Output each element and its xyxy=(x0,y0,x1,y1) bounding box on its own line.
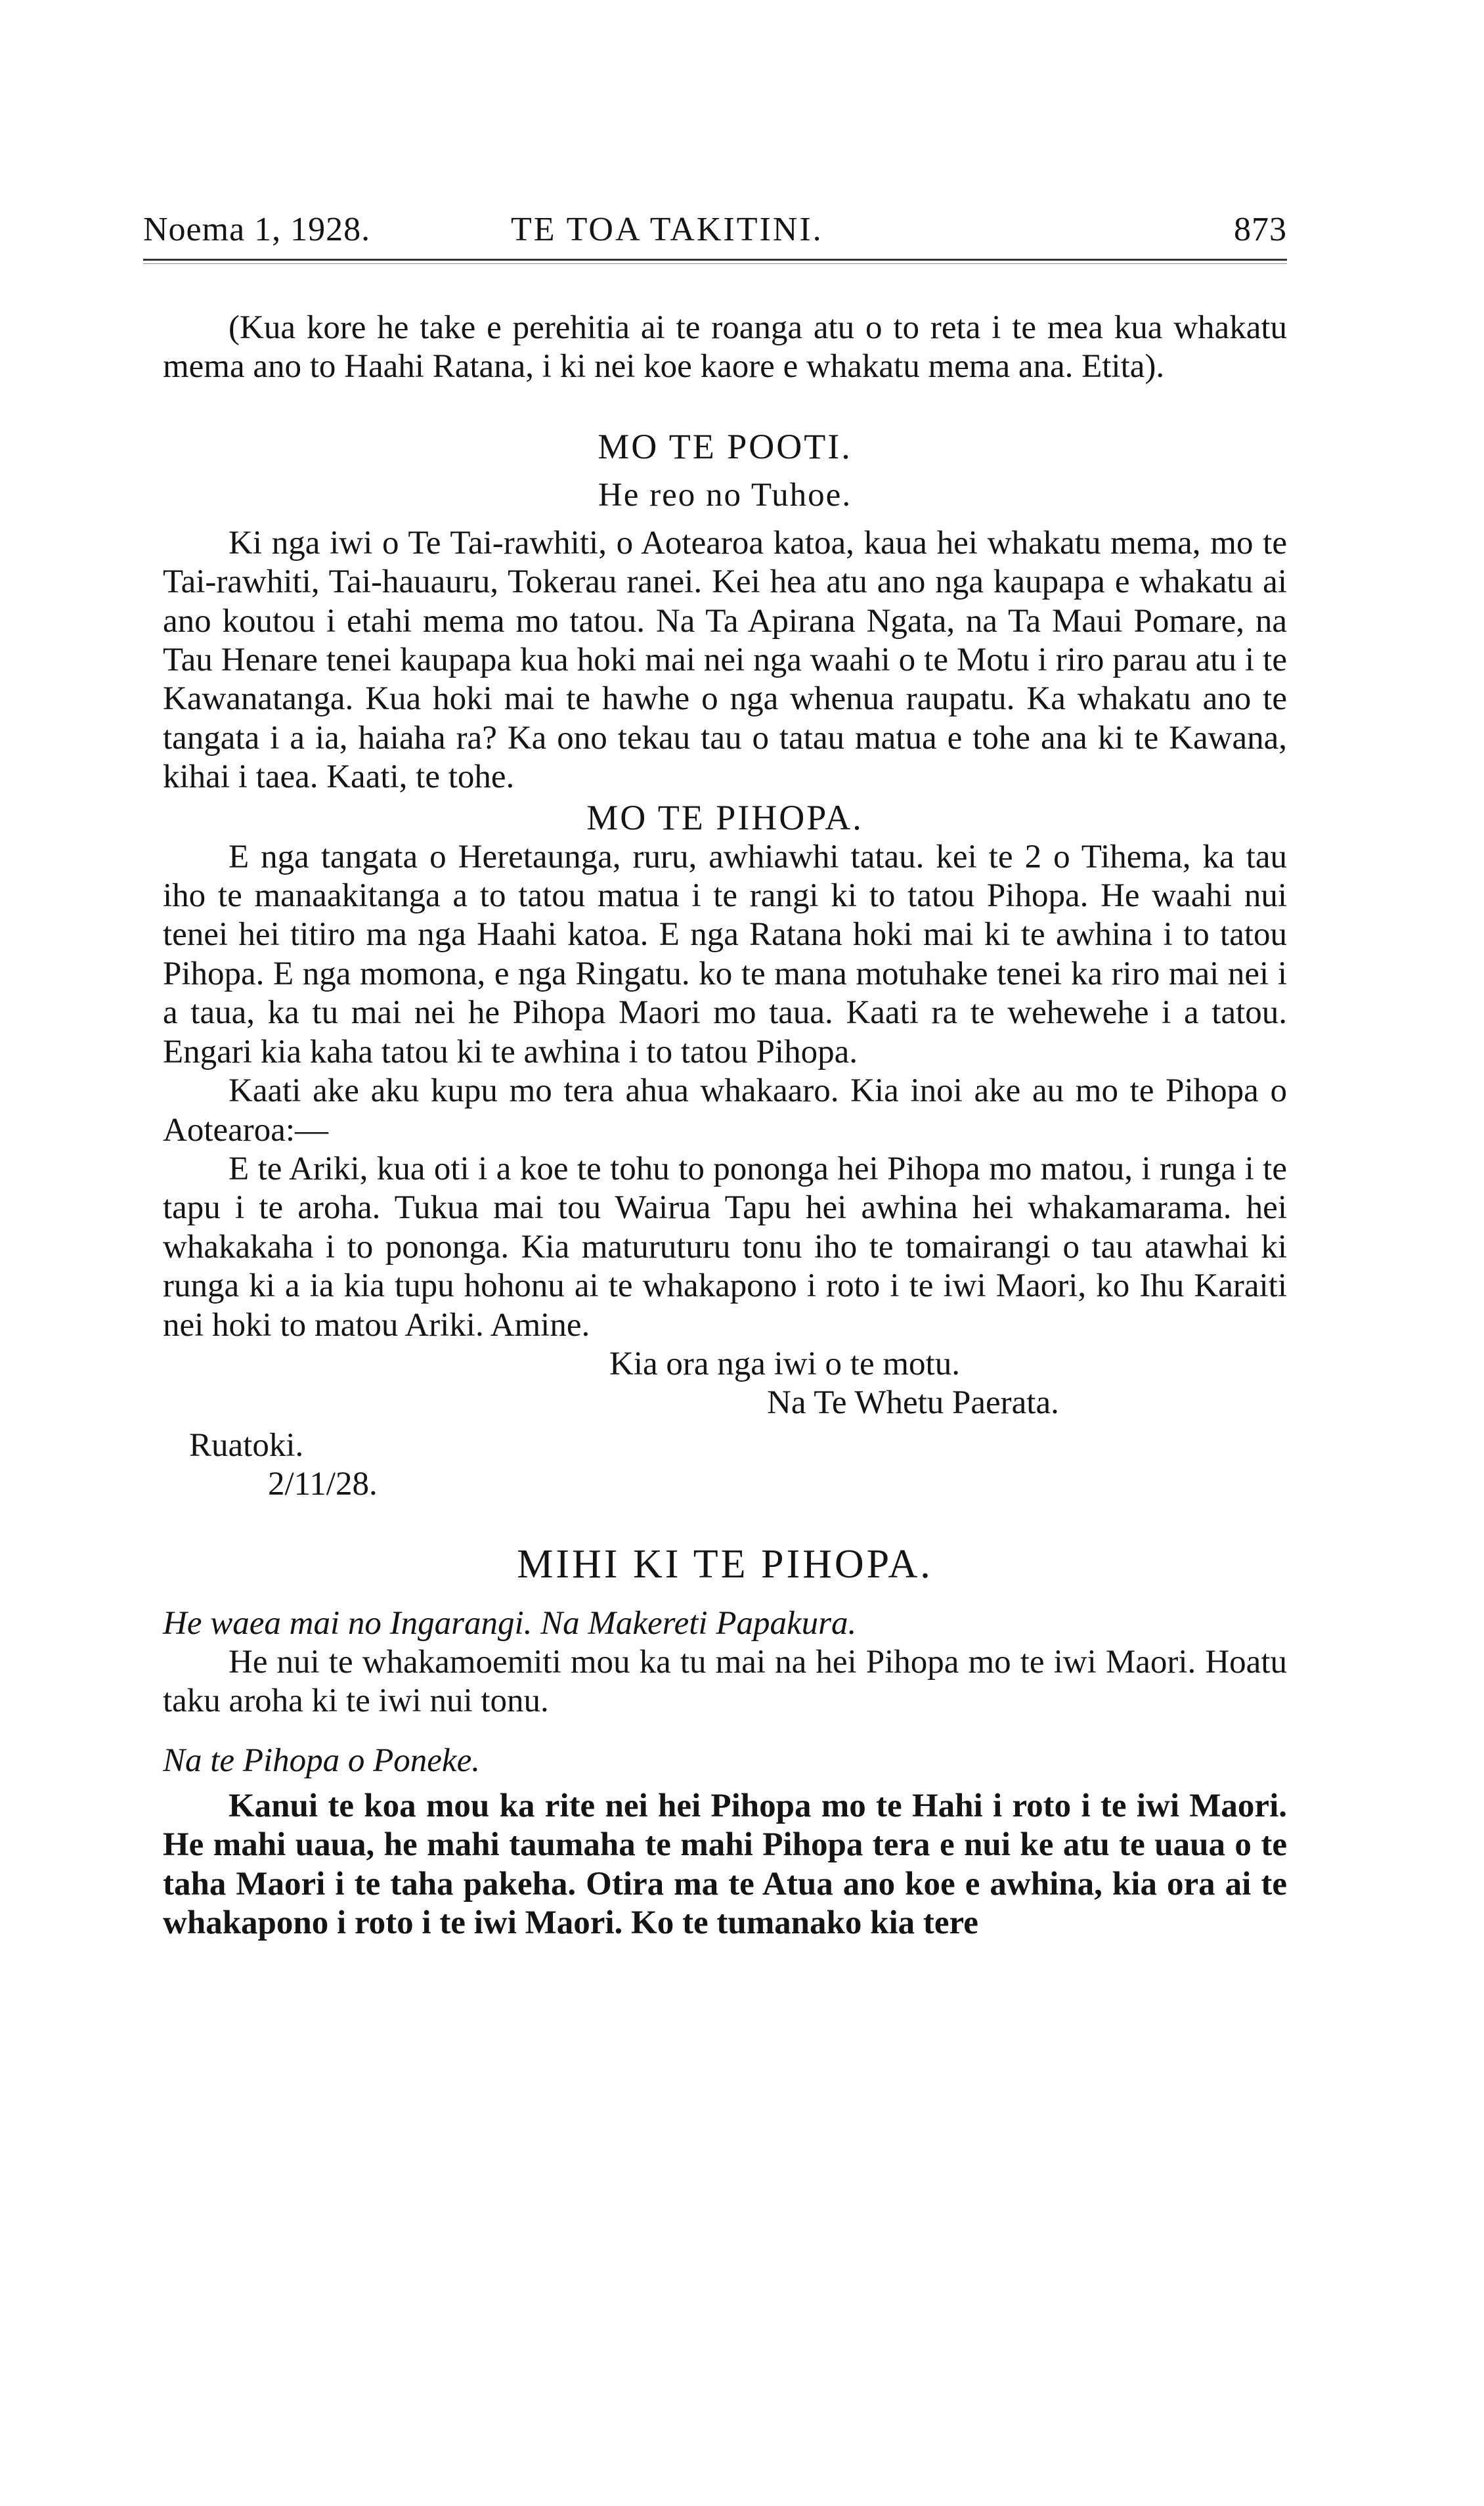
signature: Na Te Whetu Paerata. xyxy=(767,1384,1059,1421)
byline-cable: He waea mai no Ingarangi. Na Makereti Papakura. xyxy=(163,1604,857,1642)
editor-note: (Kua kore he take e perehitia ai te roanga atu o to reta i te mea kua whakatu mema ano to Haahi Ratana, i ki nei koe kaore e whakatu mema ana. Etita). xyxy=(163,309,1287,385)
closing-line: Kia ora nga iwi o te motu. xyxy=(609,1345,960,1382)
paragraph-mihi-1: He nui te whakamoemiti mou ka tu mai na hei Pihopa mo te iwi Maori. Hoatu taku aroha ki te iwi nui tonu. xyxy=(163,1643,1287,1720)
section-heading-pihopa: MO TE PIHOPA. xyxy=(586,797,863,837)
header-rule-thin xyxy=(143,263,1287,264)
page-number: 873 xyxy=(1234,211,1287,248)
header-date: Noema 1, 1928. xyxy=(143,211,371,248)
byline-wellington: Na te Pihopa o Poneke. xyxy=(163,1742,480,1779)
date-line: 2/11/28. xyxy=(268,1465,378,1503)
paragraph-mihi-2: Kanui te koa mou ka rite nei hei Pihopa mo te Hahi i roto i te iwi Maori. He mahi uaua, he mahi taumaha te mahi Pihopa tera e nui ke atu te uaua o te taha Maori i te taha pakeha. Otira ma te Atua ano koe e awhina, kia ora ai te whakapono i roto i te iwi Maori. Ko te tumanako kia tere xyxy=(163,1787,1287,1941)
paragraph-prayer: E te Ariki, kua oti i a koe te tohu to pononga hei Pihopa mo matou, i runga i te tapu i te aroha. Tukua mai tou Wairua Tapu hei awhina hei whakamarama. hei whakakaha i to pononga. Kia maturuturu tonu iho te tomairangi o tau atawhai ki runga ki a ia kia tupu hohonu ai te whakapono i roto i te iwi Maori, ko Ihu Karaiti nei hoki to matou Ariki. Amine. xyxy=(163,1150,1287,1344)
section-heading-pooti: MO TE POOTI. xyxy=(598,426,852,466)
paragraph-pihopa-1: E nga tangata o Heretaunga, ruru, awhiawhi tatau. kei te 2 o Tihema, ka tau iho te manaakitanga a to tatou matua i te rangi ki to tatou Pihopa. He waahi nui tenei hei titiro ma nga Haahi katoa. E nga Ratana hoki mai ki te awhina i to tatou Pihopa. E nga momona, e nga Ringatu. ko te mana motuhake tenei ka riro mai nei i a taua, ka tu mai nei he Pihopa Maori mo taua. Kaati ra te wehewehe i a tatou. Engari kia kaha tatou ki te awhina i to tatou Pihopa. xyxy=(163,838,1287,1070)
section-heading-mihi: MIHI KI TE PIHOPA. xyxy=(517,1541,933,1587)
paragraph-pihopa-2: Kaati ake aku kupu mo tera ahua whakaaro. Kia inoi ake au mo te Pihopa o Aotearoa:— xyxy=(163,1072,1287,1149)
paragraph-pooti: Ki nga iwi o Te Tai-rawhiti, o Aotearoa katoa, kaua hei whakatu mema, mo te Tai-rawhiti, Tai-hauauru, Tokerau ranei. Kei hea atu ano nga kaupapa e whakatu ai ano koutou i etahi mema mo tatou. Na Ta Apirana Ngata, na Ta Maui Pomare, na Tau Henare tenei kaupapa kua hoki mai nei nga waahi o te Motu i riro parau atu i te Kawanatanga. Kua hoki mai te hawhe o nga whenua raupatu. Ka whakatu ano te tangata i a ia, haiaha ra? Ka ono tekau tau o tatau matua e tohe ana ki te Kawana, kihai i taea. Kaati, te tohe. xyxy=(163,524,1287,796)
header-rule xyxy=(143,259,1287,261)
place-line: Ruatoki. xyxy=(189,1426,304,1464)
section-subheading-tuhoe: He reo no Tuhoe. xyxy=(598,476,852,514)
article-body xyxy=(163,309,1287,1943)
header-title: TE TOA TAKITINI. xyxy=(511,211,823,248)
running-header xyxy=(143,209,1287,251)
